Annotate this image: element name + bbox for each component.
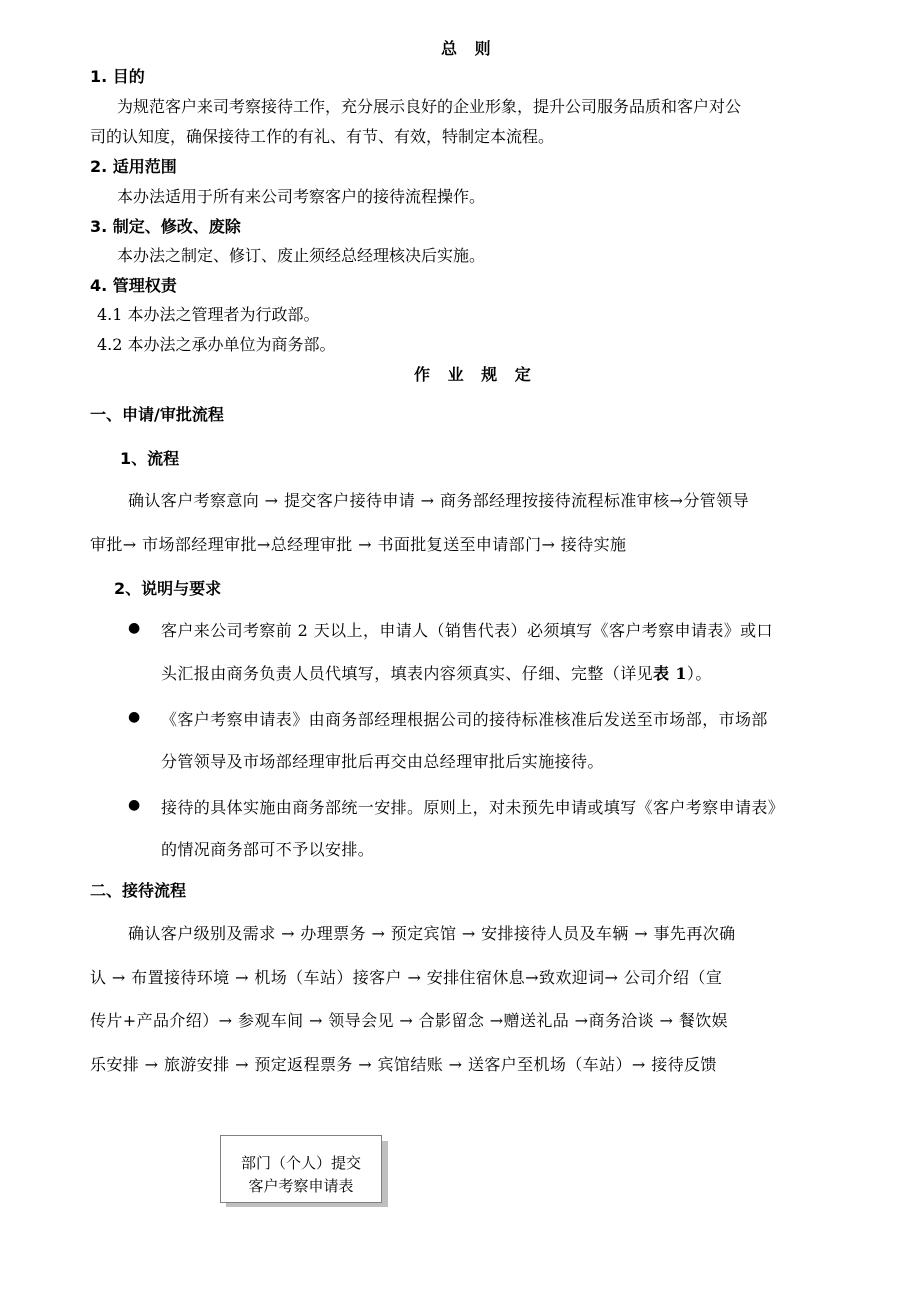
bullet-icon: ●: [128, 709, 141, 725]
part1-sub-requirements: 2、说明与要求: [114, 579, 222, 598]
section-heading-revision: 3. 制定、修改、废除: [90, 217, 241, 236]
flowchart-box-line-2: 客户考察申请表: [248, 1177, 354, 1195]
purpose-line-1: 为规范客户来司考察接待工作，充分展示良好的企业形象，提升公司服务品质和客户对公: [117, 97, 742, 116]
part2-flow-line-1: 确认客户级别及需求 → 办理票务 → 预定宾馆 → 安排接待人员及车辆 → 事先再次确: [128, 924, 736, 943]
general-title: 总 则: [441, 39, 497, 58]
part2-flow-line-2: 认 → 布置接待环境 → 机场（车站）接客户 → 安排住宿休息→致欢迎词→ 公司介绍（宣: [90, 968, 723, 987]
purpose-line-2: 司的认知度，确保接待工作的有礼、有节、有效，特制定本流程。: [90, 127, 555, 146]
requirement-1-line-1: 客户来公司考察前 2 天以上，申请人（销售代表）必须填写《客户考察申请表》或口: [161, 621, 773, 640]
bullet-icon: ●: [128, 797, 141, 813]
operations-title: 作 业 规 定: [414, 365, 537, 384]
flowchart-box-line-1: 部门（个人）提交: [240, 1154, 361, 1172]
flowchart-box: [220, 1135, 382, 1203]
part2-flow-line-3: 传片+产品介绍）→ 参观车间 → 领导会见 → 合影留念 →赠送礼品 →商务洽谈 → 餐饮娱: [90, 1011, 729, 1030]
requirement-3-line-2: 的情况商务部可不予以安排。: [161, 840, 375, 859]
section-heading-scope: 2. 适用范围: [90, 157, 177, 176]
scope-line: 本办法适用于所有来公司考察客户的接待流程操作。: [117, 187, 486, 206]
section-heading-authority: 4. 管理权责: [90, 276, 177, 295]
authority-line-1: 4.1 本办法之管理者为行政部。: [97, 305, 320, 324]
requirement-1-line-2: 头汇报由商务负责人员代填写，填表内容须真实、仔细、完整（详见表 1）。: [161, 664, 712, 683]
authority-line-2: 4.2 本办法之承办单位为商务部。: [97, 335, 336, 354]
part1-flow-line-2: 审批→ 市场部经理审批→总经理审批 → 书面批复送至申请部门→ 接待实施: [90, 535, 627, 554]
part1-flow-line-1: 确认客户考察意向 → 提交客户接待申请 → 商务部经理按接待流程标准审核→分管领导: [128, 491, 749, 510]
part1-heading: 一、申请/审批流程: [90, 405, 224, 424]
bullet-icon: ●: [128, 620, 141, 636]
requirement-2-line-2: 分管领导及市场部经理审批后再交由总经理审批后实施接待。: [161, 752, 604, 771]
section-heading-purpose: 1. 目的: [90, 67, 145, 86]
requirement-2-line-1: 《客户考察申请表》由商务部经理根据公司的接待标准核准后发送至市场部，市场部: [161, 710, 768, 729]
part2-flow-line-4: 乐安排 → 旅游安排 → 预定返程票务 → 宾馆结账 → 送客户至机场（车站）→ 接待反馈: [90, 1055, 717, 1074]
part2-heading: 二、接待流程: [90, 881, 187, 900]
revision-line: 本办法之制定、修订、废止须经总经理核决后实施。: [117, 246, 486, 265]
requirement-3-line-1: 接待的具体实施由商务部统一安排。原则上，对未预先申请或填写《客户考察申请表》: [161, 798, 785, 817]
part1-sub-flow: 1、流程: [120, 449, 180, 468]
